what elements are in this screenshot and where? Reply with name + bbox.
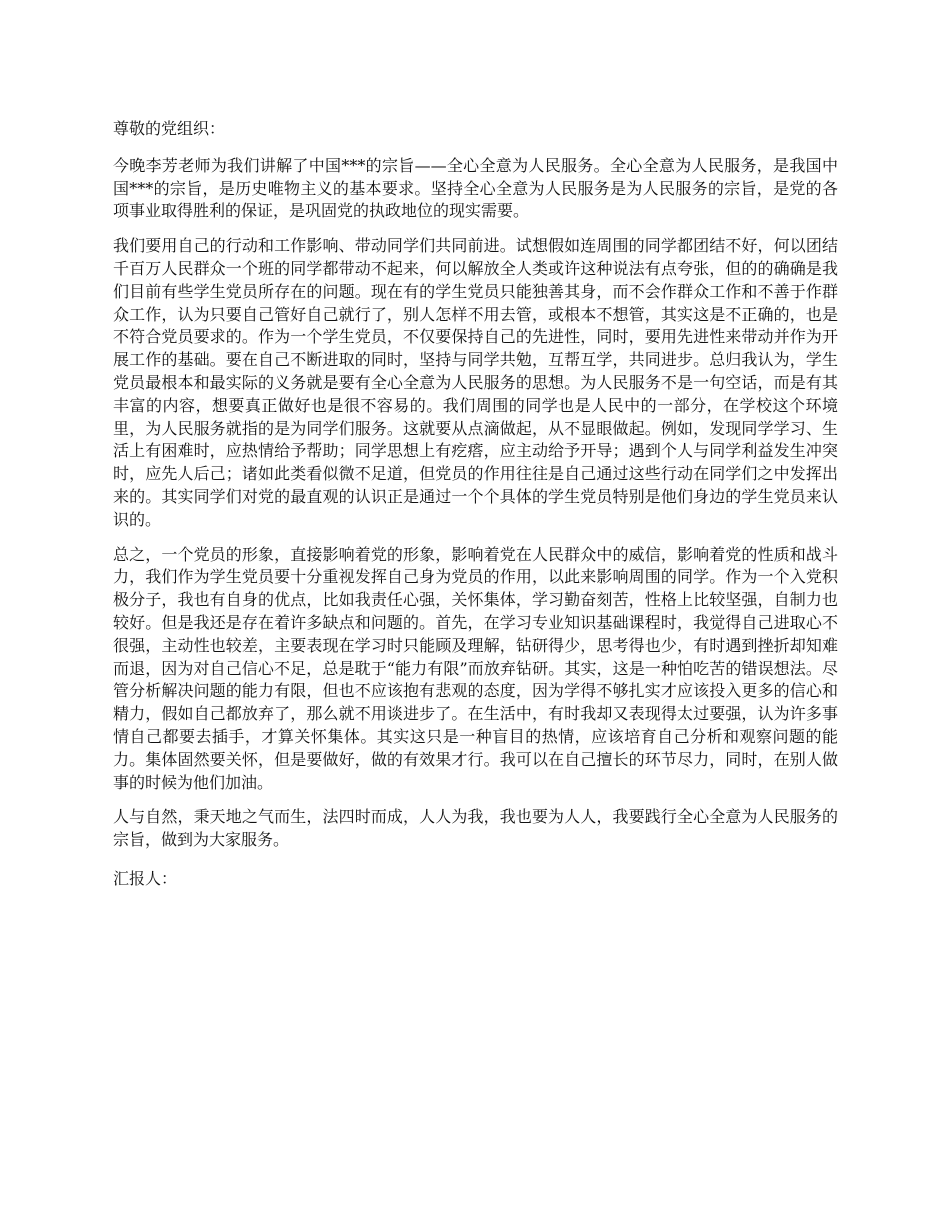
signature-label: 汇报人： [113,868,178,888]
salutation: 尊敬的党组织： [113,119,226,138]
paragraph-3: 总之，一个党员的形象，直接影响着党的形象，影响着党在人民群众中的威信，影响着党的性质和战斗力，我们作为学生党员要十分重视发挥自己身为党员的作用，以此来影响周围的同学。作为一个入党积极分子，我也有自身的优点，比如我责任心强，关怀集体，学习勤奋刻苦，性格上比较坚强，自制力也较好。但是我还是存在着许多缺点和问题的。首先，在学习专业知识基础课程时，我觉得自己进取心不很强，主动性也较差，主要表现在学习时只能顾及理解，钻研得少，思考得也少，有时遇到挫折却知难而退，因为对自己信心不足，总是耽于“能力有限”而放弃钻研。其实，这是一种怕吃苦的错误想法。尽管分析解决问题的能力有限，但也不应该抱有悲观的态度，因为学得不够扎实才应该投入更多的信心和精力，假如自己都放弃了，那么就不用谈进步了。在生活中，有时我却又表现得太过要强，认为许多事情自己都要去插手，才算关怀集体。其实这只是一种盲目的热情，应该培育自己分析和观察问题的能力。集体固然要关怀，但是要做好，做的有效果才行。我可以在自己擅长的环节尽力，同时，在别人做事的时候为他们加油。 [113,544,838,792]
paragraph-4: 人与自然，秉天地之气而生，法四时而成，人人为我，我也要为人人，我要践行全心全意为人民服务的宗旨，做到为大家服务。 [113,807,838,850]
document-page [113,118,838,903]
paragraph-2: 我们要用自己的行动和工作影响、带动同学们共同前进。试想假如连周围的同学都团结不好，何以团结千百万人民群众一个班的同学都带动不起来，何以解放全人类或许这种说法有点夸张，但的的确确是我们目前有些学生党员所存在的问题。现在有的学生党员只能独善其身，而不会作群众工作和不善于作群众工作，认为只要自己管好自己就行了，别人怎样不用去管，或根本不想管，其实这是不正确的，也是不符合党员要求的。作为一个学生党员，不仅要保持自己的先进性，同时，要用先进性来带动并作为开展工作的基础。要在自己不断进取的同时，坚持与同学共勉，互帮互学，共同进步。总归我认为，学生党员最根本和最实际的义务就是要有全心全意为人民服务的思想。为人民服务不是一句空话，而是有其丰富的内容，想要真正做好也是很不容易的。我们周围的同学也是人民中的一部分，在学校这个环境里，为人民服务就指的是为同学们服务。这就要从点滴做起，从不显眼做起。例如，发现同学学习、生活上有困难时，应热情给予帮助；同学思想上有疙瘩，应主动给予开导；遇到个人与同学利益发生冲突时，应先人后己；诸如此类看似微不足道，但党员的作用往往是自己通过这些行动在同学们之中发挥出来的。其实同学们对党的最直观的认识正是通过一个个具体的学生党员特别是他们身边的学生党员来认识的。 [113,236,838,529]
paragraph-1: 今晚李芳老师为我们讲解了中国***的宗旨——全心全意为人民服务。全心全意为人民服务，是我国中国***的宗旨，是历史唯物主义的基本要求。坚持全心全意为人民服务是为人民服务的宗旨，是党的各项事业取得胜利的保证，是巩固党的执政地位的现实需要。 [113,155,838,221]
